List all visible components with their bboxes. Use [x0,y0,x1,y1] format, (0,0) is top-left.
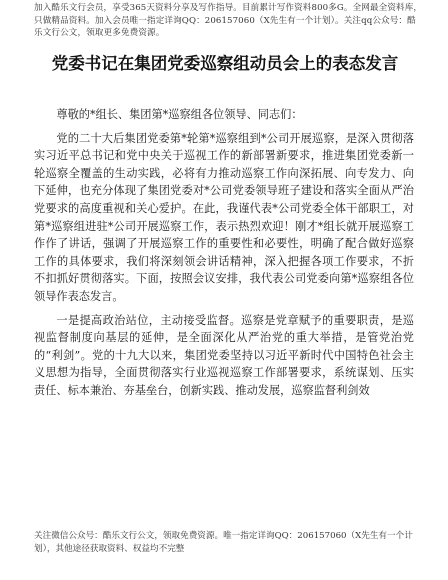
paragraph-point-one: 一是提高政治站位，主动接受监督。巡察是党章赋予的重要职责，是巡视监督制度向基层的延伸，是全面深化从严治党的重大举措，是管党治党的“利剑”。党的十九大以来，集团党委坚持以习近平新时代中国特色社会主义思想为指导，全面贯彻落实行业巡视巡察工作部署要求，系统谋划、压实责任、标本兼治、夯基垒台，创新实践、推动发展，巡察监督利剑效 [34,313,414,397]
paragraph-opening: 党的二十大后集团党委第*轮第*巡察组到*公司开展巡察，是深入贯彻落实习近平总书记和党中央关于巡视工作的新部署新要求，推进集团党委新一轮巡察全覆盖的生动实践，必将有力推动巡察工作向深拓展、向专发力、向下延伸，也充分体现了集团党委对*公司党委领导班子建设和落实全面从严治党要求的高度重视和关心爱护。在此，我谨代表*公司党委全体干部职工，对第*巡察组进驻*公司开展巡察工作，表示热烈欢迎！刚才*组长就开展巡察工作作了讲话，强调了开展巡察工作的重要性和必要性，明确了配合做好巡察工作的具体要求，我们将深刻领会讲话精神，深入把握各项工作要求，不折不扣抓好贯彻落实。下面，按照会议安排，我代表公司党委向第*巡察组各位领导作表态发言。 [34,131,414,303]
document-title: 党委书记在集团党委巡察组动员会上的表态发言 [51,54,399,73]
document-body [34,106,414,406]
header-promo-note: 加入酷乐文行会员，享受365天资料分享及写作指导。目前累计写作资料800多G。全网最全资料库，只做精品资料。加入会员唯一指定详询QQ：206157060（X先生有一个计划）。关注qq公众号：酷乐文行公文，领取更多免费资源。 [34,3,423,38]
footer-promo-note: 关注微信公众号：酷乐文行公文，领取免费资源。唯一指定详询QQ：206157060（X先生有一个计划），其他途径获取资料、权益均不完整 [34,531,413,554]
salutation: 尊敬的*组长、集团第*巡察组各位领导、同志们： [56,108,303,121]
